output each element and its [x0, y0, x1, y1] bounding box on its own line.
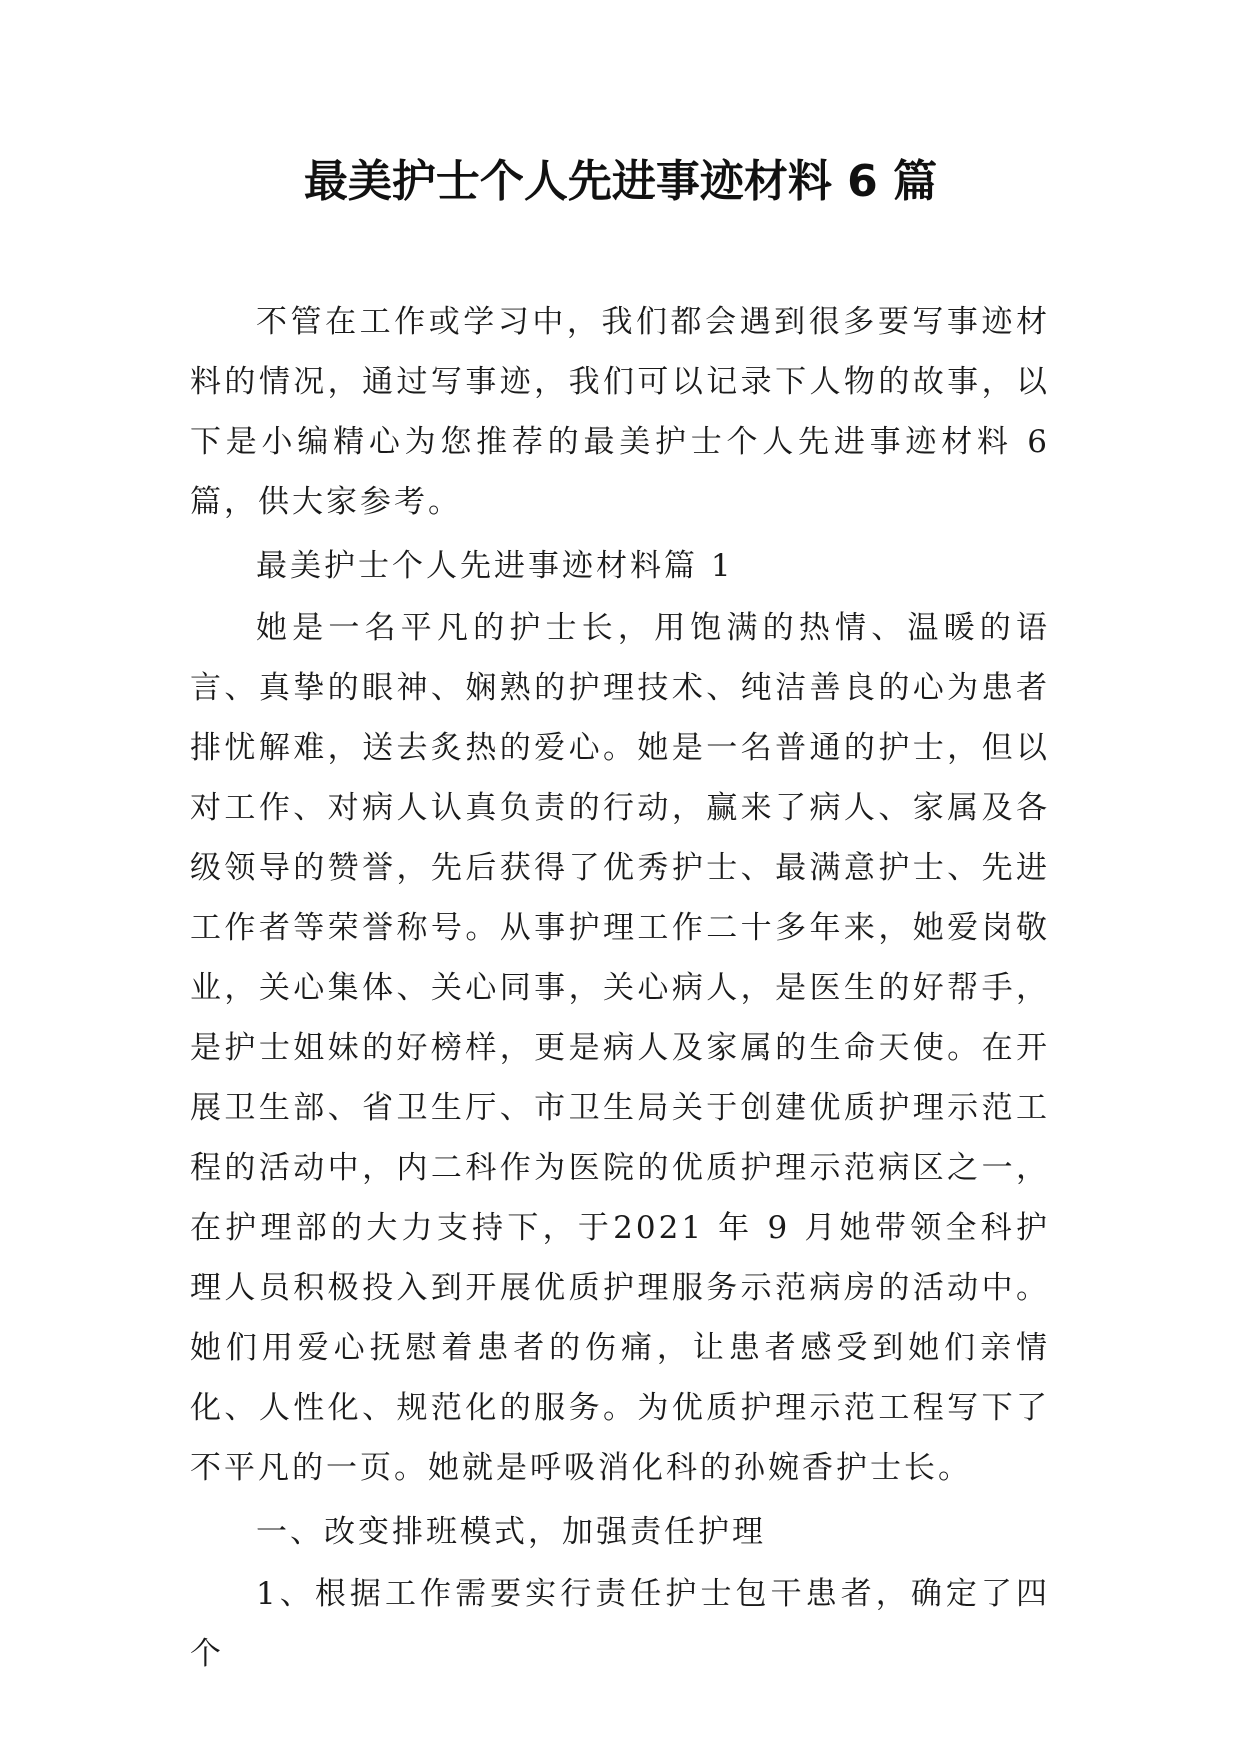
document-body [190, 292, 1050, 1684]
intro-paragraph: 不管在工作或学习中，我们都会遇到很多要写事迹材料的情况，通过写事迹，我们可以记录下人物的故事，以下是小编精心为您推荐的最美护士个人先进事迹材料 6 篇，供大家参考。 [190, 304, 1050, 520]
list-item-paragraph: 1、根据工作需要实行责任护士包干患者，确定了四个 [190, 1576, 1050, 1672]
section-heading: 最美护士个人先进事迹材料篇 1 [256, 548, 734, 584]
document-title: 最美护士个人先进事迹材料 6 篇 [303, 156, 938, 207]
body-paragraph: 她是一名平凡的护士长，用饱满的热情、温暖的语言、真挚的眼神、娴熟的护理技术、纯洁善良的心为患者排忧解难，送去炙热的爱心。她是一名普通的护士，但以对工作、对病人认真负责的行动，赢来了病人、家属及各级领导的赞誉，先后获得了优秀护士、最满意护士、先进工作者等荣誉称号。从事护理工作二十多年来，她爱岗敬业，关心集体、关心同事，关心病人，是医生的好帮手，是护士姐妹的好榜样，更是病人及家属的生命天使。在开展卫生部、省卫生厅、市卫生局关于创建优质护理示范工程的活动中，内二科作为医院的优质护理示范病区之一，在护理部的大力支持下，于2021 年 9 月她带领全科护理人员积极投入到开展优质护理服务示范病房的活动中。她们用爱心抚慰着患者的伤痛，让患者感受到她们亲情化、人性化、规范化的服务。为优质护理示范工程写下了不平凡的一页。她就是呼吸消化科的孙婉香护士长。 [190, 610, 1050, 1486]
subsection-heading: 一、改变排班模式，加强责任护理 [256, 1514, 766, 1550]
